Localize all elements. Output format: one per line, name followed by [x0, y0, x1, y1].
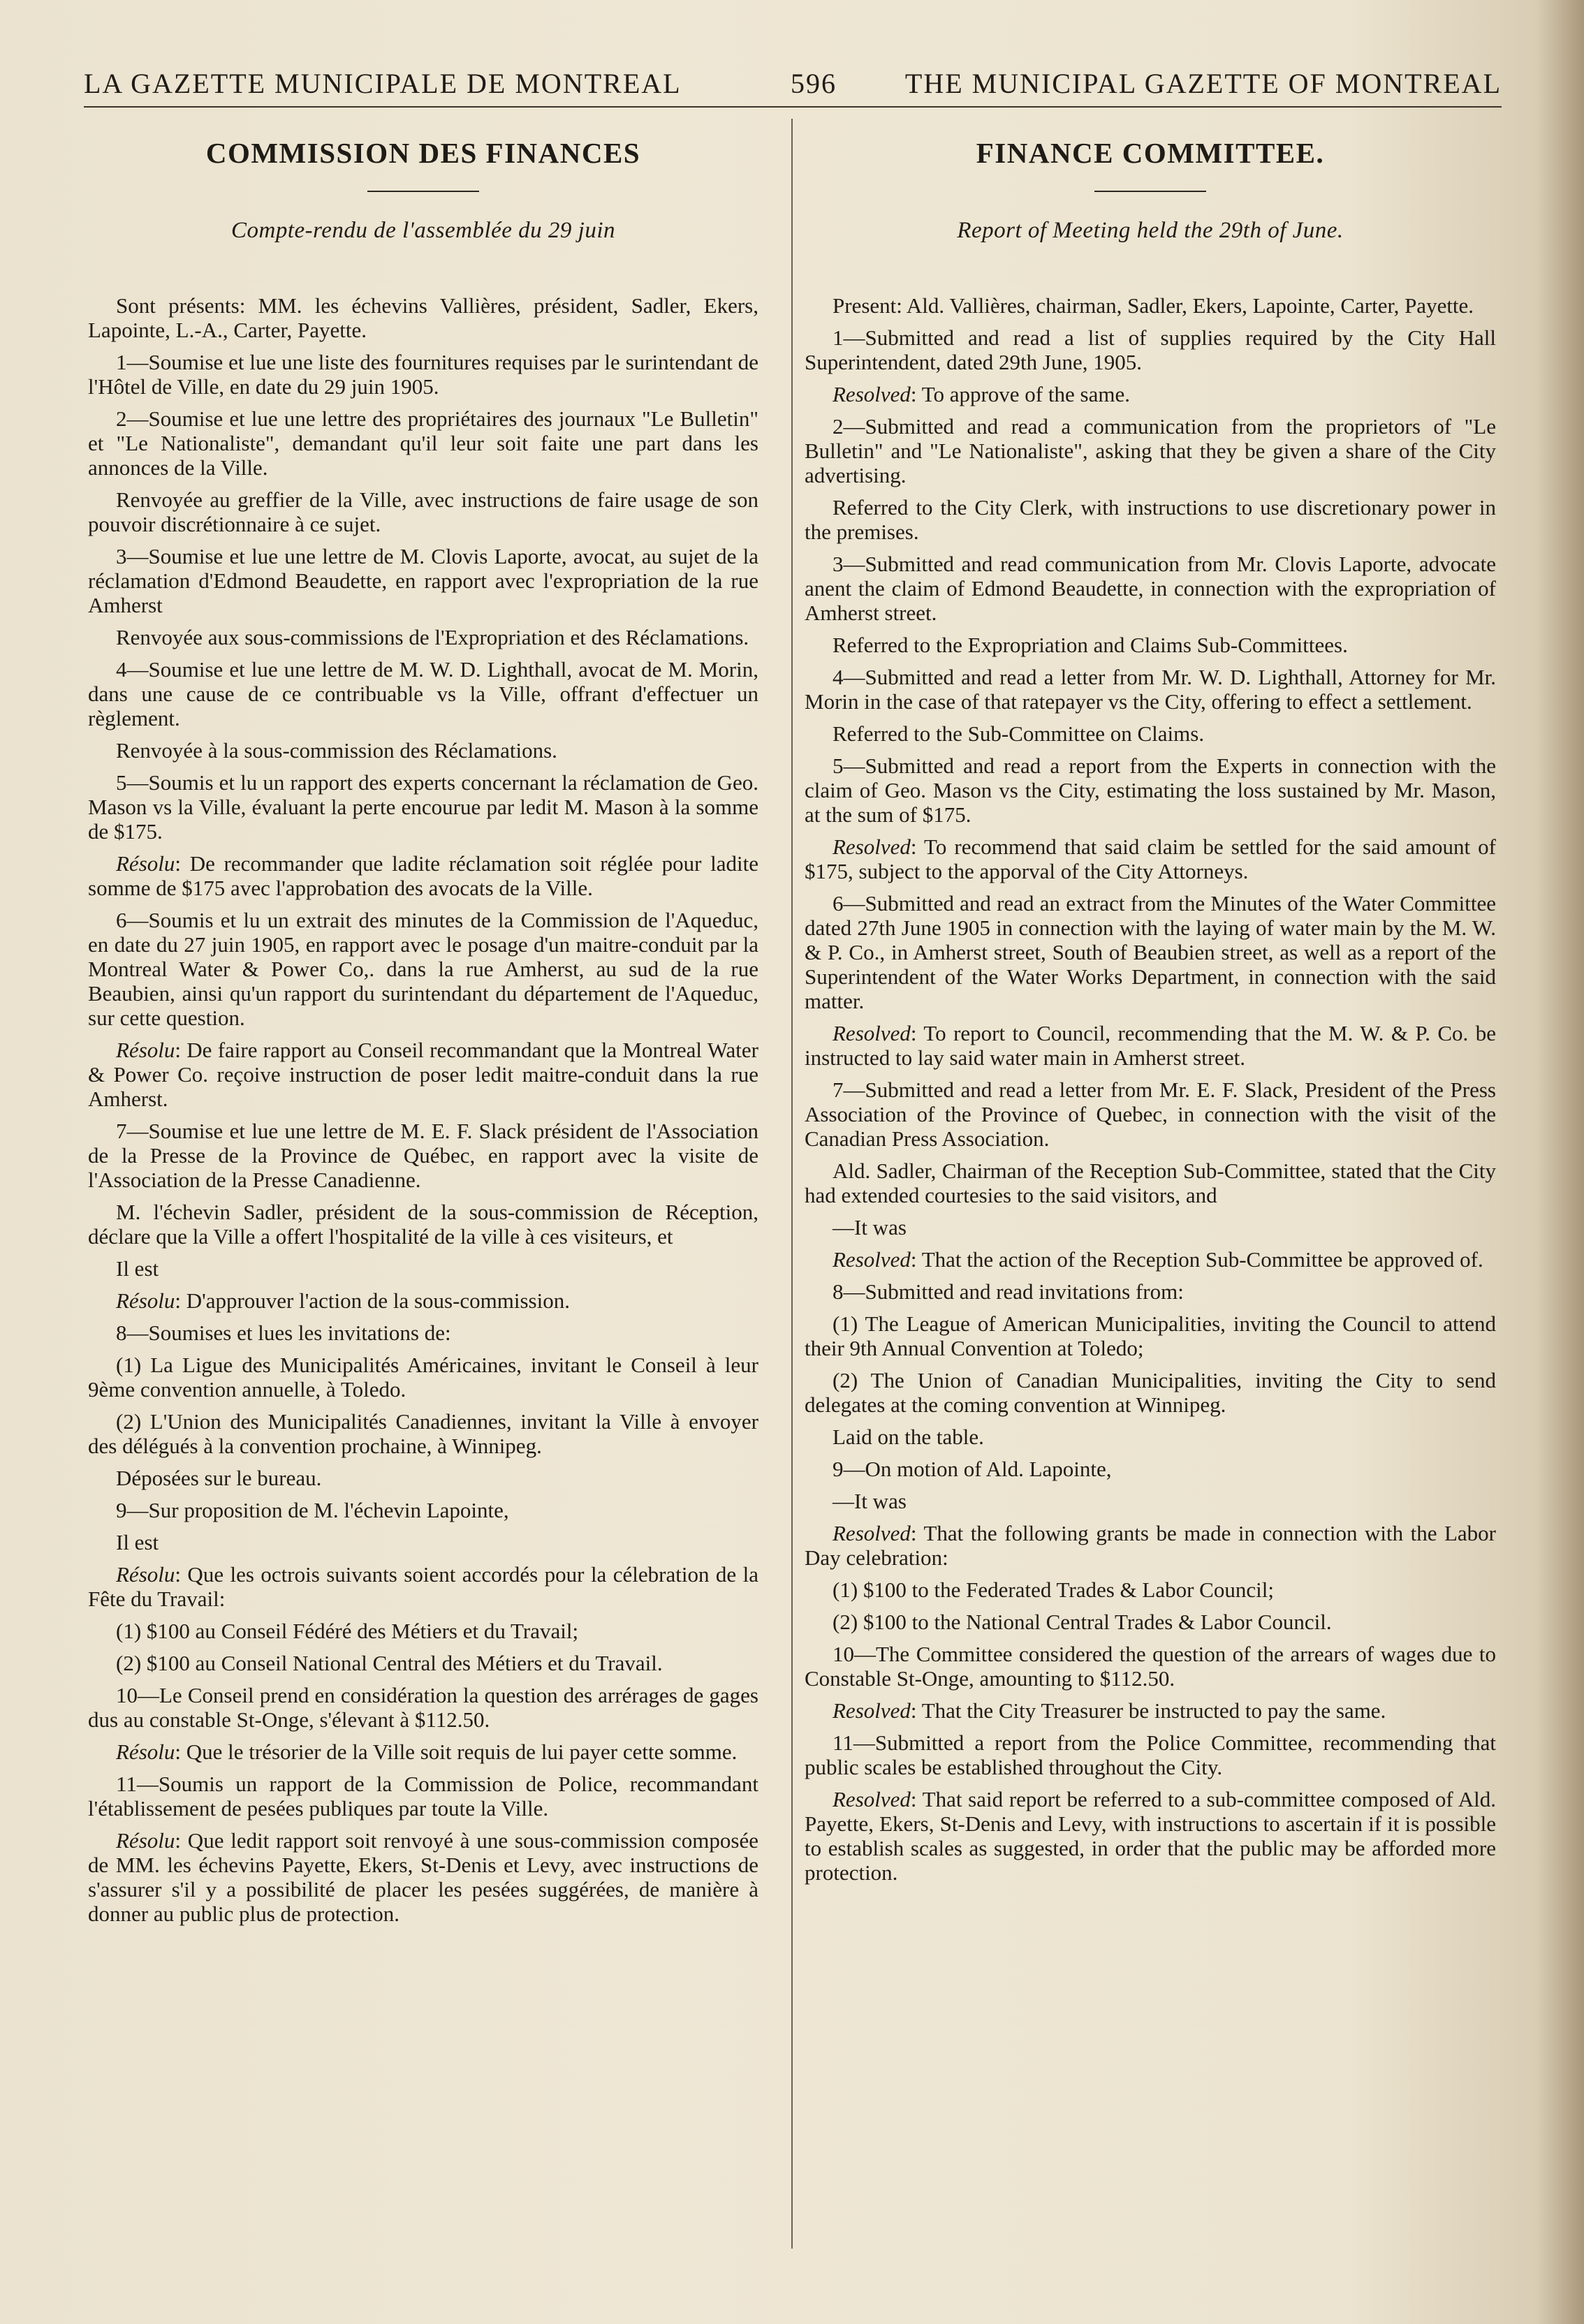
paragraph-text: Renvoyée au greffier de la Ville, avec instructions de faire usage de son pouvoir discrétionnaire à ce sujet.: [88, 487, 758, 536]
paragraph-text: : To recommend that said claim be settled for the said amount of $175, subject to the apporval of the City Attorneys.: [805, 834, 1496, 883]
resolution-label: Resolved: [833, 1021, 911, 1045]
paragraph-text: Renvoyée à la sous-commission des Réclamations.: [116, 738, 557, 763]
paragraph: [805, 1159, 1496, 1207]
paragraph-text: (1) $100 au Conseil Fédéré des Métiers et du Travail;: [116, 1619, 579, 1643]
paragraph: [88, 1828, 758, 1926]
paragraph-text: 1—Soumise et lue une liste des fournitures requises par le surintendant de l'Hôtel de Ville, en date du 29 juin 1905.: [88, 350, 758, 399]
paragraph-text: 2—Submitted and read a communication from the proprietors of "Le Bulletin" and "Le Nationaliste", asking that they be given a share of the City advertising.: [805, 414, 1496, 487]
paragraph: [88, 1119, 758, 1192]
header-rule: [84, 106, 1502, 108]
paragraph-text: 9—Sur proposition de M. l'échevin Lapointe,: [116, 1498, 509, 1522]
paragraph: [805, 1311, 1496, 1360]
paragraph-text: Déposées sur le bureau.: [116, 1466, 322, 1490]
paragraph-text: Il est: [116, 1256, 159, 1281]
paragraph-text: Present: Ald. Vallières, chairman, Sadler, Ekers, Lapointe, Carter, Payette.: [833, 293, 1474, 318]
paragraph-text: : Que ledit rapport soit renvoyé à une sous-commission composée de MM. les échevins Payette, Ekers, St-Denis et Levy, avec instructions de s'assurer s'il y a possibilité de placer les pesées suggérées, de manière à donner au public plus de protection.: [88, 1828, 758, 1926]
paragraph: [805, 382, 1496, 406]
paragraph: [88, 625, 758, 649]
header-french-title: LA GAZETTE MUNICIPALE DE MONTREAL: [84, 68, 682, 99]
paragraph: [805, 293, 1496, 318]
paragraph: [88, 406, 758, 480]
paragraph-text: : De recommander que ladite réclamation soit réglée pour ladite somme de $175 avec l'approbation des avocats de la Ville.: [88, 851, 758, 900]
paragraph-text: : To report to Council, recommending that the M. W. & P. Co. be instructed to lay said water main in Amherst street.: [805, 1021, 1496, 1070]
resolution-label: Resolved: [833, 382, 911, 406]
paragraph-text: 4—Soumise et lue une lettre de M. W. D. Lighthall, avocat de M. Morin, dans une cause de ce contribuable vs la Ville, offrant d'effectuer un règlement.: [88, 657, 758, 730]
english-section-title: FINANCE COMMITTEE.: [976, 137, 1325, 169]
paragraph: [88, 1530, 758, 1554]
paragraph-text: (1) The League of American Municipalities, inviting the Council to attend their 9th Annual Convention at Toledo;: [805, 1311, 1496, 1360]
paragraph-text: : Que le trésorier de la Ville soit requis de lui payer cette somme.: [175, 1740, 738, 1764]
paragraph: [88, 851, 758, 900]
paragraph: [805, 1521, 1496, 1570]
paragraph: [805, 1021, 1496, 1070]
resolution-label: Resolved: [833, 1787, 911, 1811]
paragraph: [805, 633, 1496, 657]
english-items: [805, 293, 1496, 1885]
english-title-rule: [1094, 191, 1206, 192]
paragraph: [805, 1425, 1496, 1449]
paragraph-text: M. l'échevin Sadler, président de la sous-commission de Réception, déclare que la Ville a offert l'hospitalité de la ville à ces visiteurs, et: [88, 1200, 758, 1249]
paragraph: [805, 1730, 1496, 1779]
paragraph: [88, 1619, 758, 1643]
french-section-title: COMMISSION DES FINANCES: [205, 137, 641, 169]
paragraph: [805, 1787, 1496, 1885]
english-section-subtitle: Report of Meeting held the 29th of June.: [957, 218, 1344, 243]
paragraph-text: —It was: [833, 1489, 907, 1513]
paragraph: [805, 1368, 1496, 1417]
paragraph: [88, 738, 758, 763]
french-section-subtitle: Compte-rendu de l'assemblée du 29 juin: [231, 218, 615, 243]
paragraph: [88, 657, 758, 730]
paragraph: [88, 1651, 758, 1675]
paragraph: [88, 1466, 758, 1490]
paragraph: [88, 293, 758, 342]
paragraph: [805, 753, 1496, 827]
paragraph-text: 8—Submitted and read invitations from:: [833, 1279, 1184, 1304]
paragraph: [805, 665, 1496, 714]
paragraph-text: 4—Submitted and read a letter from Mr. W. D. Lighthall, Attorney for Mr. Morin in the case of that ratepayer vs the City, offering to effect a settlement.: [805, 665, 1496, 714]
paragraph: [805, 1279, 1496, 1304]
paragraph-text: Referred to the Expropriation and Claims Sub-Committees.: [833, 633, 1348, 657]
paragraph-text: 2—Soumise et lue une lettre des propriétaires des journaux "Le Bulletin" et "Le Nationaliste", demandant qu'il leur soit faite une part dans les annonces de la Ville.: [88, 406, 758, 480]
paragraph-text: 10—The Committee considered the question of the arrears of wages due to Constable St-Onge, amounting to $112.50.: [805, 1642, 1496, 1691]
paragraph: [805, 1247, 1496, 1272]
french-items: [88, 293, 758, 1926]
column-divider: [791, 119, 793, 2249]
paragraph-text: 11—Submitted a report from the Police Committee, recommending that public scales be established throughout the City.: [805, 1730, 1496, 1779]
paragraph-text: Referred to the City Clerk, with instructions to use discretionary power in the premises.: [805, 495, 1496, 544]
paragraph-text: : That said report be referred to a sub-committee composed of Ald. Payette, Ekers, St-Denis and Levy, with instructions to ascertain if it is possible to establish scales as suggested, in order that the public may be afforded more protection.: [805, 1787, 1496, 1885]
paragraph: [88, 1256, 758, 1281]
paragraph: [88, 1740, 758, 1764]
paragraph-text: 10—Le Conseil prend en considération la question des arrérages de gages dus au constable St-Onge, s'élevant à $112.50.: [88, 1683, 758, 1732]
paragraph-text: (1) La Ligue des Municipalités Américaines, invitant le Conseil à leur 9ème convention annuelle, à Toledo.: [88, 1353, 758, 1402]
paragraph-text: 5—Submitted and read a report from the Experts in connection with the claim of Geo. Mason vs the City, estimating the loss sustained by Mr. Mason, at the sum of $175.: [805, 753, 1496, 827]
paragraph: [88, 544, 758, 617]
french-title-rule: [367, 191, 479, 192]
paragraph: [805, 1577, 1496, 1602]
paragraph: [88, 350, 758, 399]
french-column: [88, 133, 758, 1934]
resolution-label: Resolved: [833, 1521, 911, 1545]
paragraph: [88, 1321, 758, 1345]
paragraph-text: 3—Submitted and read communication from Mr. Clovis Laporte, advocate anent the claim of Edmond Beaudette, in connection with the expropriation of Amherst street.: [805, 552, 1496, 625]
paragraph: [805, 891, 1496, 1013]
paragraph: [805, 834, 1496, 883]
paragraph: [805, 552, 1496, 625]
paragraph-text: : That the following grants be made in connection with the Labor Day celebration:: [805, 1521, 1496, 1570]
paragraph: [805, 414, 1496, 487]
paragraph: [88, 908, 758, 1030]
resolution-label: Resolved: [833, 1698, 911, 1723]
paragraph-text: 6—Soumis et lu un extrait des minutes de la Commission de l'Aqueduc, en date du 27 juin 1905, en rapport avec le posage d'un maitre-conduit par la Montreal Water & Power Co,. dans la rue Amherst, au sud de la rue Beaubien, ainsi qu'un rapport du surintendant du département de l'Aqueduc, sur cette question.: [88, 908, 758, 1030]
paragraph-text: (1) $100 to the Federated Trades & Labor Council;: [833, 1577, 1274, 1602]
paragraph: [805, 325, 1496, 374]
paragraph: [88, 770, 758, 844]
paragraph: [805, 1610, 1496, 1634]
paragraph-text: (2) The Union of Canadian Municipalities, inviting the City to send delegates at the coming convention at Winnipeg.: [805, 1368, 1496, 1417]
paragraph-text: 9—On motion of Ald. Lapointe,: [833, 1457, 1112, 1481]
paragraph: [88, 1353, 758, 1402]
page-number: 596: [791, 68, 837, 99]
paragraph-text: Il est: [116, 1530, 159, 1554]
paragraph-text: 1—Submitted and read a list of supplies required by the City Hall Superintendent, dated 29th June, 1905.: [805, 325, 1496, 374]
paragraph: [805, 721, 1496, 746]
paragraph: [805, 1698, 1496, 1723]
paragraph-text: Ald. Sadler, Chairman of the Reception Sub-Committee, stated that the City had extended courtesies to the said visitors, and: [805, 1159, 1496, 1207]
paragraph: [88, 1772, 758, 1821]
paragraph-text: 6—Submitted and read an extract from the Minutes of the Water Committee dated 27th June 1905 in connection with the laying of water main by the M. W. & P. Co., in Amherst street, South of Beaubien street, as well as a report of the Superintendent of the Water Works Department, in connection with the said matter.: [805, 891, 1496, 1013]
paragraph-text: Laid on the table.: [833, 1425, 984, 1449]
paragraph-text: Sont présents: MM. les échevins Vallières, président, Sadler, Ekers, Lapointe, L.-A., Carter, Payette.: [88, 293, 758, 342]
resolution-label: Résolu: [116, 851, 175, 876]
paragraph-text: Renvoyée aux sous-commissions de l'Expropriation et des Réclamations.: [116, 625, 749, 649]
paragraph: [88, 1038, 758, 1111]
paragraph: [88, 1498, 758, 1522]
resolution-label: Résolu: [116, 1288, 175, 1313]
paragraph-text: : That the City Treasurer be instructed to pay the same.: [910, 1698, 1386, 1723]
paragraph-text: 8—Soumises et lues les invitations de:: [116, 1321, 451, 1345]
paragraph: [88, 487, 758, 536]
resolution-label: Résolu: [116, 1828, 175, 1853]
paragraph-text: : To approve of the same.: [910, 382, 1130, 406]
resolution-label: Résolu: [116, 1562, 175, 1587]
paragraph-text: 11—Soumis un rapport de la Commission de Police, recommandant l'établissement de pesées publiques par toute la Ville.: [88, 1772, 758, 1821]
resolution-label: Résolu: [116, 1038, 175, 1062]
paragraph-text: : De faire rapport au Conseil recommandant que la Montreal Water & Power Co. reçoive instruction de poser ledit maitre-conduit dans la rue Amherst.: [88, 1038, 758, 1111]
paragraph: [88, 1200, 758, 1249]
paragraph-text: : D'approuver l'action de la sous-commission.: [175, 1288, 570, 1313]
paragraph: [88, 1683, 758, 1732]
paragraph: [805, 1457, 1496, 1481]
paragraph-text: 5—Soumis et lu un rapport des experts concernant la réclamation de Geo. Mason vs la Ville, évaluant la perte encourue par ledit M. Mason à la somme de $175.: [88, 770, 758, 844]
paragraph: [805, 495, 1496, 544]
header-english-title: THE MUNICIPAL GAZETTE OF MONTREAL: [904, 68, 1502, 99]
paragraph-text: : That the action of the Reception Sub-Committee be approved of.: [910, 1247, 1483, 1272]
paragraph: [805, 1215, 1496, 1240]
resolution-label: Resolved: [833, 1247, 911, 1272]
paragraph: [805, 1489, 1496, 1513]
resolution-label: Resolved: [833, 834, 911, 859]
paragraph: [805, 1642, 1496, 1691]
english-column: [805, 133, 1496, 1892]
resolution-label: Résolu: [116, 1740, 175, 1764]
paragraph-text: Referred to the Sub-Committee on Claims.: [833, 721, 1205, 746]
paragraph-text: 3—Soumise et lue une lettre de M. Clovis Laporte, avocat, au sujet de la réclamation d'Edmond Beaudette, en rapport avec l'expropriation de la rue Amherst: [88, 544, 758, 617]
paragraph-text: (2) $100 au Conseil National Central des Métiers et du Travail.: [116, 1651, 663, 1675]
paragraph-text: : Que les octrois suivants soient accordés pour la célebration de la Fête du Travail:: [88, 1562, 758, 1611]
paragraph: [88, 1409, 758, 1458]
paragraph-text: (2) $100 to the National Central Trades & Labor Council.: [833, 1610, 1332, 1634]
paragraph-text: (2) L'Union des Municipalités Canadiennes, invitant la Ville à envoyer des délégués à la convention prochaine, à Winnipeg.: [88, 1409, 758, 1458]
paragraph: [88, 1288, 758, 1313]
paragraph-text: —It was: [833, 1215, 907, 1240]
paragraph-text: 7—Soumise et lue une lettre de M. E. F. Slack président de l'Association de la Presse de la Province de Québec, en rapport avec la visite de l'Association de la Presse Canadienne.: [88, 1119, 758, 1192]
paragraph: [88, 1562, 758, 1611]
paragraph-text: 7—Submitted and read a letter from Mr. E. F. Slack, President of the Press Association of the Province of Quebec, in connection with the visit of the Canadian Press Association.: [805, 1078, 1496, 1151]
paragraph: [805, 1078, 1496, 1151]
